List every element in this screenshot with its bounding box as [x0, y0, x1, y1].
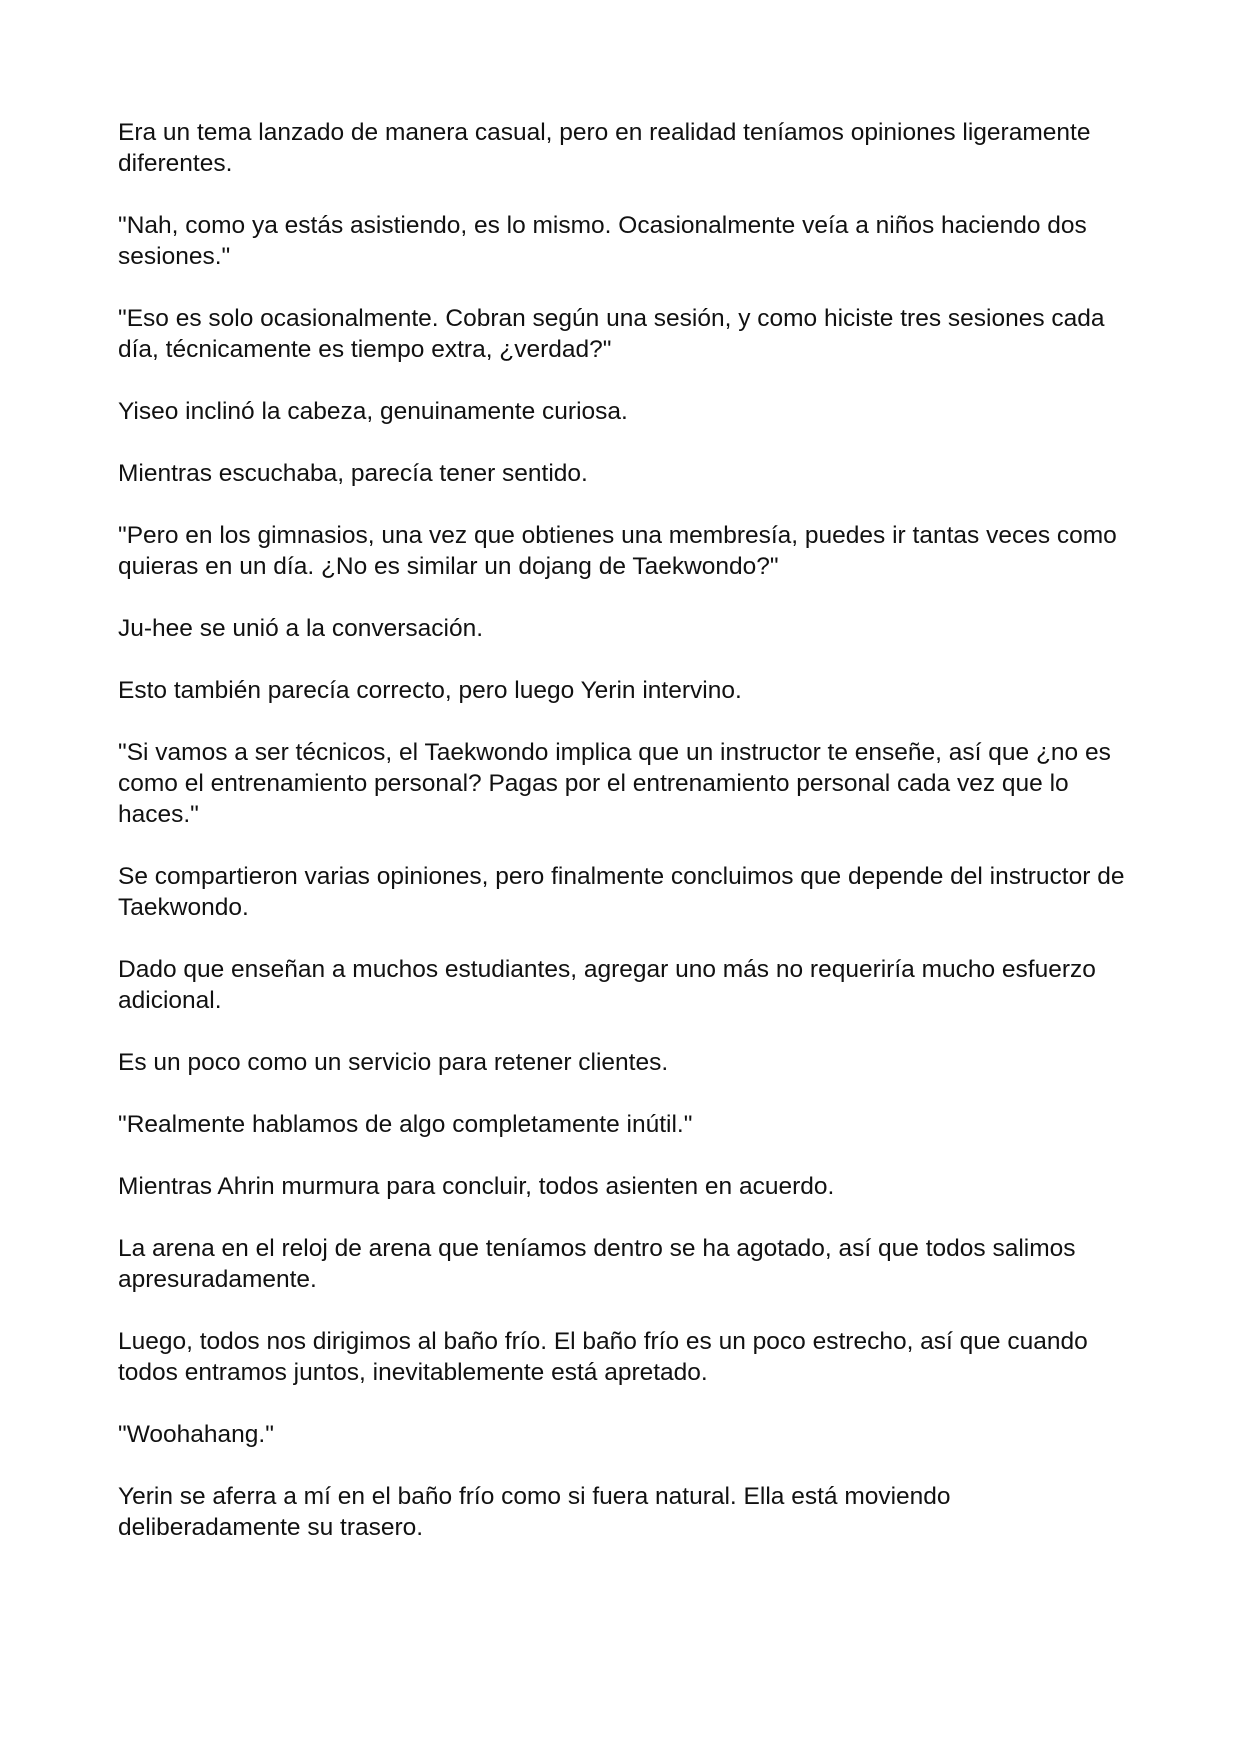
paragraph: Yiseo inclinó la cabeza, genuinamente curiosa. — [118, 398, 628, 425]
paragraph: Es un poco como un servicio para retener clientes. — [118, 1049, 669, 1076]
paragraph: "Nah, como ya estás asistiendo, es lo mismo. Ocasionalmente veía a niños haciendo dos sesiones." — [118, 212, 1087, 270]
paragraph: Dado que enseñan a muchos estudiantes, agregar uno más no requeriría mucho esfuerzo adicional. — [118, 956, 1096, 1014]
paragraph: La arena en el reloj de arena que teníamos dentro se ha agotado, así que todos salimos apresuradamente. — [118, 1235, 1076, 1293]
paragraph: Ju-hee se unió a la conversación. — [118, 615, 483, 642]
document-body — [118, 117, 1138, 1574]
paragraph: "Eso es solo ocasionalmente. Cobran según una sesión, y como hiciste tres sesiones cada día, técnicamente es tiempo extra, ¿verdad?" — [118, 305, 1105, 363]
paragraph: Mientras Ahrin murmura para concluir, todos asienten en acuerdo. — [118, 1173, 835, 1200]
paragraph: Yerin se aferra a mí en el baño frío como si fuera natural. Ella está moviendo deliberadamente su trasero. — [118, 1483, 951, 1541]
paragraph: Era un tema lanzado de manera casual, pero en realidad teníamos opiniones ligeramente diferentes. — [118, 119, 1091, 177]
paragraph: "Woohahang." — [118, 1421, 274, 1448]
paragraph: Se compartieron varias opiniones, pero finalmente concluimos que depende del instructor de Taekwondo. — [118, 863, 1125, 921]
paragraph: "Realmente hablamos de algo completamente inútil." — [118, 1111, 693, 1138]
paragraph: Esto también parecía correcto, pero luego Yerin intervino. — [118, 677, 742, 704]
paragraph: Luego, todos nos dirigimos al baño frío. El baño frío es un poco estrecho, así que cuando todos entramos juntos, inevitablemente está apretado. — [118, 1328, 1088, 1386]
paragraph: Mientras escuchaba, parecía tener sentido. — [118, 460, 588, 487]
paragraph: "Pero en los gimnasios, una vez que obtienes una membresía, puedes ir tantas veces como quieras en un día. ¿No es similar un dojang de Taekwondo?" — [118, 522, 1117, 580]
paragraph: "Si vamos a ser técnicos, el Taekwondo implica que un instructor te enseñe, así que ¿no es como el entrenamiento personal? Pagas por el entrenamiento personal cada vez que lo haces." — [118, 739, 1111, 828]
